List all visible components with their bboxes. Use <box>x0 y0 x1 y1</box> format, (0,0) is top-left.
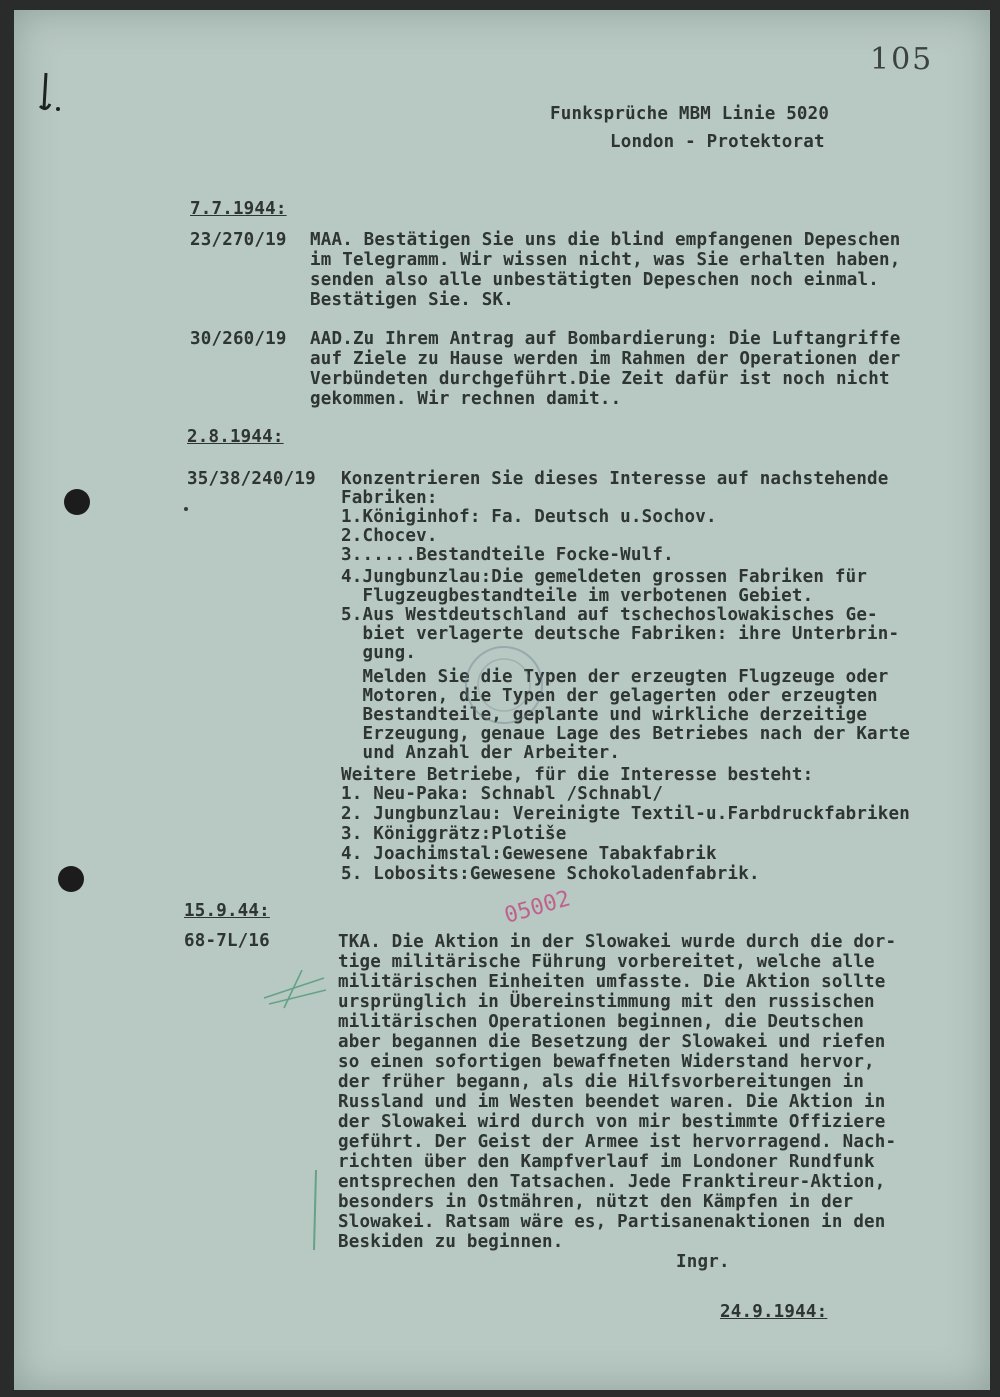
message-line: militärischen Einheiten umfasste. Die Aktion sollte <box>338 972 886 992</box>
message-line: Slowakei. Ratsam wäre es, Partisanenaktionen in den <box>338 1212 886 1232</box>
stamp-number: 05002 <box>501 886 574 929</box>
document-page <box>14 10 990 1390</box>
message-line: Weitere Betriebe, für die Interesse besteht: <box>341 765 814 785</box>
message-line: senden also alle unbestätigten Depeschen noch einmal. <box>310 270 880 290</box>
message-line: Melden Sie die Typen der erzeugten Flugzeuge oder <box>341 667 889 687</box>
message-line: so einen sofortigen bewaffneten Widerstand hervor, <box>338 1052 875 1072</box>
message-line: entsprechen den Tatsachen. Jede Franktireur-Aktion, <box>338 1172 886 1192</box>
message-line: gekommen. Wir rechnen damit.. <box>310 389 622 409</box>
message-line: Erzeugung, genaue Lage des Betriebes nach der Karte <box>341 724 911 744</box>
message-line: TKA. Die Aktion in der Slowakei wurde durch die dor- <box>338 932 897 952</box>
message-line: Motoren, die Typen der gelagerten oder erzeugten <box>341 686 878 706</box>
section-date-3: 15.9.44: <box>184 901 270 921</box>
header-line-2: London - Protektorat <box>610 132 825 152</box>
message-id: 30/260/19 <box>190 329 287 349</box>
message-line: geführt. Der Geist der Armee ist hervorragend. Nach- <box>338 1132 897 1152</box>
message-line: Russland und im Westen beendet waren. Die Aktion in <box>338 1092 886 1112</box>
message-line: 2. Jungbunzlau: Vereinigte Textil-u.Farbdruckfabriken <box>341 804 911 824</box>
message-line: tige militärische Führung vorbereitet, welche alle <box>338 952 875 972</box>
message-line: Bestandteile, geplante und wirkliche derzeitige <box>341 705 868 725</box>
message-line: 4. Joachimstal:Gewesene Tabakfabrik <box>341 844 717 864</box>
message-line: 5. Lobosits:Gewesene Schokoladenfabrik. <box>341 864 760 884</box>
message-line: richten über den Kampfverlauf im Londoner Rundfunk <box>338 1152 875 1172</box>
message-line: Flugzeugbestandteile im verbotenen Gebiet. <box>341 586 814 606</box>
message-line: Bestätigen Sie. SK. <box>310 290 514 310</box>
message-line: Fabriken: <box>341 488 438 508</box>
message-line: Beskiden zu beginnen. <box>338 1232 564 1252</box>
received-date: 24.9.1944: <box>720 1302 828 1322</box>
punch-hole <box>58 866 84 892</box>
message-line: MAA. Bestätigen Sie uns die blind empfangenen Depeschen <box>310 230 901 250</box>
message-line: besonders in Ostmähren, nützt den Kämpfen in der <box>338 1192 854 1212</box>
message-line: und Anzahl der Arbeiter. <box>341 743 621 763</box>
message-line: 1.Königinhof: Fa. Deutsch u.Sochov. <box>341 507 717 527</box>
message-line: auf Ziele zu Hause werden im Rahmen der Operationen der <box>310 349 901 369</box>
message-id: 68-7L/16 <box>184 931 270 951</box>
message-line: 3. Königgrätz:Plotiše <box>341 824 567 844</box>
message-id: 35/38/240/19 <box>187 469 316 489</box>
faint-round-stamp-icon <box>459 640 549 730</box>
punch-hole <box>64 489 90 515</box>
message-line: Verbündeten durchgeführt.Die Zeit dafür ist noch nicht <box>310 369 890 389</box>
message-line: 4.Jungbunzlau:Die gemeldeten grossen Fabriken für <box>341 567 868 587</box>
message-line: im Telegramm. Wir wissen nicht, was Sie erhalten haben, <box>310 250 901 270</box>
message-line: aber begannen die Besetzung der Slowakei und riefen <box>338 1032 886 1052</box>
message-line: biet verlagerte deutsche Fabriken: ihre Unterbrin- <box>341 624 900 644</box>
pencil-mark-icon <box>34 68 64 118</box>
message-line: der früher begann, als die Hilfsvorbereitungen in <box>338 1072 865 1092</box>
section-date-2: 2.8.1944: <box>187 427 284 447</box>
section-date-1: 7.7.1944: <box>190 199 287 219</box>
header-line-1: Funksprüche MBM Linie 5020 <box>550 104 830 124</box>
message-line: Konzentrieren Sie dieses Interesse auf nachstehende <box>341 469 889 489</box>
message-line: militärischen Operationen beginnen, die Deutschen <box>338 1012 865 1032</box>
message-line: der Slowakei wird durch von mir bestimmte Offiziere <box>338 1112 886 1132</box>
message-line: 3......Bestandteile Focke-Wulf. <box>341 545 674 565</box>
pencil-dot <box>184 507 188 511</box>
message-line: gung. <box>341 643 417 663</box>
message-line: ursprünglich in Übereinstimmung mit den russischen <box>338 992 875 1012</box>
signature: Ingr. <box>676 1252 730 1272</box>
green-pencil-mark-icon <box>254 970 344 1260</box>
message-line: 2.Chocev. <box>341 526 438 546</box>
message-line: AAD.Zu Ihrem Antrag auf Bombardierung: Die Luftangriffe <box>310 329 901 349</box>
message-line: 5.Aus Westdeutschland auf tschechoslowakisches Ge- <box>341 605 878 625</box>
message-line: 1. Neu-Paka: Schnabl /Schnabl/ <box>341 784 664 804</box>
page-number: 105 <box>870 42 934 77</box>
message-id: 23/270/19 <box>190 230 287 250</box>
